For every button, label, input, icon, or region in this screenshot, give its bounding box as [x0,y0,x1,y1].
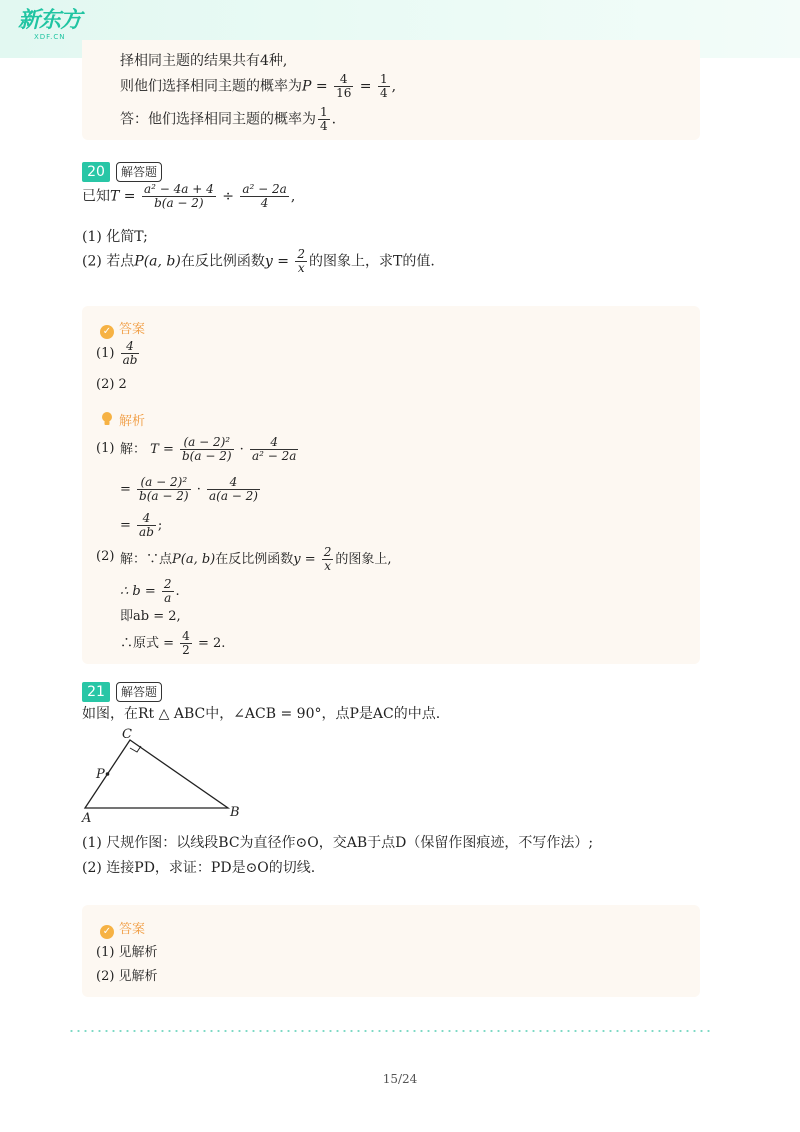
question-21-type-badge: 解答题 [116,682,162,702]
vertex-b-label: B [230,805,240,820]
q20-s1-l2-f1-den: b(a − 2) [139,489,189,504]
q20-analysis-label-text: 解析 [119,414,146,429]
q20-part2-mid: 在反比例函数 [180,253,265,270]
prev-line-2-text: 则他们选择相同主题的概率为 [120,78,302,95]
q20-s1-l2-f2-num: 4 [207,476,260,490]
q20-f2-den: 4 [260,196,269,211]
prev-line-1 [120,52,287,70]
prev-fraction-1-den: 16 [336,86,352,101]
q20-s2-l1-y: y = [293,552,316,568]
q20-s2-l2-den: a [164,591,172,606]
q20-s1-l1-pre: 解： [120,442,147,458]
prev-fraction-2-den: 4 [379,86,388,101]
q20-s2-l1-pre: 解：∵点 [120,552,173,568]
q20-part2-pre: (2) 若点 [82,253,135,270]
q20-stem-pre: 已知 [82,188,110,205]
triangle-figure [70,726,250,822]
question-20-type-badge: 解答题 [116,162,162,182]
q20-s1-l1-fraction-1 [180,436,234,463]
q20-s1-l1-T: T = [150,442,174,458]
prev-line-2-end: , [391,78,397,95]
q20-part2-y: y = [264,253,289,270]
q20-s1-l3-den: ab [139,525,154,540]
point-p [106,772,110,776]
q20-s2-l2-pre: ∴ b = [120,584,156,600]
brand-logo-cn: 新东方 [18,8,82,33]
q20-s1-l2-eq: = [120,482,131,498]
prev-line-3-text: 答：他们选择相同主题的概率为 [120,111,316,128]
q20-s1-l3-end: ; [157,518,163,534]
q20-solution-1-line-2 [120,476,262,503]
q21-answer-1: (1) 见解析 [96,945,158,960]
q20-s2-l4-fraction [180,630,192,657]
q20-s2-l1-mid: 在反比例函数 [215,552,294,568]
page-number: 15/24 [382,1072,418,1086]
q20-answer-label-text: 答案 [119,322,146,337]
question-21-part-1: (1) 尺规作图：以线段BC为直径作⊙O，交AB于点D（保留作图痕迹，不写作法）; [82,835,594,851]
q20-s2-l4-den: 2 [182,643,190,658]
question-20-number: 20 [82,162,110,182]
prev-line-3-end: . [331,111,337,128]
q20-s1-l1-dot: · [239,442,244,458]
q20-s1-l1-f1-num: (a − 2)² [180,436,234,450]
q20-s1-l3-num: 4 [137,512,156,526]
prev-fraction-2 [378,73,390,100]
q20-s1-l1-f2-num: 4 [250,436,298,450]
q20-ans1-num: 4 [121,340,140,354]
q20-solution-1-line-3 [120,512,162,539]
prev-line-1-text: 择相同主题的结果共有4种, [120,53,288,69]
q20-s1-l1-f1-den: b(a − 2) [182,449,232,464]
q20-s2-l4-num: 4 [182,629,190,643]
q20-s2-l1-f-num: 2 [323,545,332,559]
q20-solution-2-line-1 [120,546,392,573]
q20-f2-num: a² − 2a [242,182,287,196]
q20-solution-2-tag: (2) [96,549,115,564]
q21-answer-2: (2) 见解析 [96,969,158,984]
prev-fraction-2-num: 1 [379,72,388,86]
point-p-label: P [96,767,105,782]
q20-solution-2-line-4 [120,630,225,657]
check-badge-icon: ✓ [100,325,114,339]
q20-s2-l2-end: . [175,584,180,600]
prev-line-3 [120,106,336,133]
question-21-stem: 如图，在Rt △ ABC中，∠ACB = 90°，点P是AC的中点. [82,706,441,722]
dotted-divider [68,1030,710,1032]
q20-part2-f-den: x [297,261,305,276]
q20-s2-l2-num: 2 [163,577,172,591]
q20-s1-l2-fraction-1 [137,476,191,503]
q20-f1-den: b(a − 2) [154,196,204,211]
prev-fraction-1-num: 4 [334,73,353,87]
q20-answer-label [100,318,145,339]
q20-f1-num: a² − 4a + 4 [143,182,214,196]
q20-stem-end: , [290,188,296,205]
prev-fraction-3-num: 1 [320,105,328,119]
question-20-part-1: (1) 化简T; [82,229,148,245]
prev-fraction-3 [318,106,330,133]
q20-s1-l2-f1-num: (a − 2)² [137,476,191,490]
prev-line-2-eq2: = [359,78,372,95]
question-21-number: 21 [82,682,110,702]
q20-solution-2-line-3: 即ab = 2, [120,609,181,624]
q20-answer-2: (2) 2 [96,377,127,392]
prev-line-2-p: P [302,78,312,95]
prev-line-2 [120,73,396,100]
brand-logo [18,10,81,41]
prev-fraction-3-den: 4 [320,119,328,134]
q20-s1-l2-fraction-2 [207,476,260,503]
q20-analysis-label [100,410,145,429]
q20-s1-l1-fraction-2 [250,436,298,463]
q20-stem-T: T = [110,188,136,205]
q20-s2-l4-end: = 2. [197,636,226,652]
q20-ans1-fraction [121,340,140,367]
q20-solution-1-line-1 [120,436,300,463]
brand-logo-en: XDF.CN [34,33,66,41]
q21-answer-label [100,918,145,939]
q20-s2-l1-end: 的图象上, [335,552,392,568]
question-21-answer-panel [82,905,700,997]
q20-answer-1 [96,340,141,367]
q20-part2-f-num: 2 [297,247,306,261]
q20-ans1-den: ab [122,353,138,368]
q20-ans1-tag: (1) [96,346,115,362]
q20-s2-l1-fraction [322,546,334,573]
q21-answer-label-text: 答案 [119,922,146,937]
q20-solution-2-line-2 [120,578,180,605]
q20-stem-fraction-1 [142,183,216,210]
q20-solution-1-tag: (1) [96,441,115,456]
lightbulb-icon [100,411,114,427]
q20-s2-l2-fraction [162,578,174,605]
vertex-c-label: C [122,727,132,742]
q20-s2-l1-point: P(a, b) [172,552,216,568]
q20-s1-l3-fraction [137,512,156,539]
q20-stem-fraction-2 [240,183,288,210]
vertex-a-label: A [82,811,92,822]
prev-line-2-eq: = [315,78,328,95]
q20-s2-l1-f-den: x [324,559,331,574]
question-20-stem [82,183,295,210]
q20-div: ÷ [222,188,234,205]
question-20-part-2 [82,248,435,275]
q20-s2-l4-pre: ∴原式 = [120,636,175,652]
q20-part2-end: 的图象上，求T的值. [309,253,435,270]
question-21-part-2: (2) 连接PD，求证：PD是⊙O的切线. [82,860,316,876]
q20-s1-l2-dot: · [196,482,201,498]
q20-s1-l2-f2-den: a(a − 2) [209,489,258,504]
check-badge-icon: ✓ [100,925,114,939]
prev-fraction-1 [334,73,353,100]
q20-part2-point: P(a, b) [134,253,181,270]
q20-part2-fraction [295,248,307,275]
q20-s1-l1-f2-den: a² − 2a [251,449,297,464]
q20-s1-l3-eq: = [120,518,131,534]
